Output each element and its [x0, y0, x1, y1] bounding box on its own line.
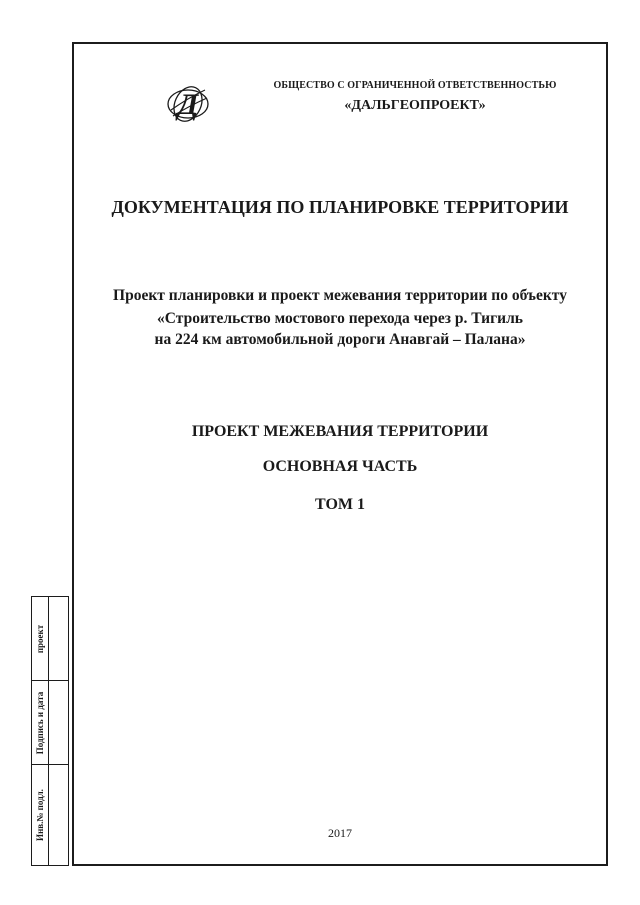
stamp-label-project: проект — [35, 624, 45, 654]
stamp-label-inventory-number: Инв.№ подл. — [35, 789, 45, 841]
section-title: ПРОЕКТ МЕЖЕВАНИЯ ТЕРРИТОРИИ — [191, 423, 489, 440]
project-name-line-3: на 224 км автомобильной дороги Анавгай – Палана» — [154, 331, 526, 348]
organization-type: ОБЩЕСТВО С ОГРАНИЧЕННОЙ ОТВЕТСТВЕННОСТЬЮ — [273, 80, 557, 91]
organization-name: «ДАЛЬГЕОПРОЕКТ» — [344, 98, 486, 113]
page-frame — [72, 42, 608, 866]
company-logo-icon — [161, 76, 215, 130]
document-year: 2017 — [328, 826, 352, 840]
document-title: ДОКУМЕНТАЦИЯ ПО ПЛАНИРОВКЕ ТЕРРИТОРИИ — [111, 197, 569, 217]
stamp-label-signature-date: Подпись и дата — [35, 691, 45, 755]
project-name-line-2: «Строительство мостового перехода через р. Тигиль — [157, 310, 523, 327]
logo-letter: Д — [177, 88, 199, 121]
volume-title: ТОМ 1 — [314, 496, 365, 513]
part-title: ОСНОВНАЯ ЧАСТЬ — [262, 458, 418, 475]
side-stamp — [31, 596, 69, 866]
project-name-line-1: Проект планировки и проект межевания территории по объекту — [113, 287, 567, 304]
